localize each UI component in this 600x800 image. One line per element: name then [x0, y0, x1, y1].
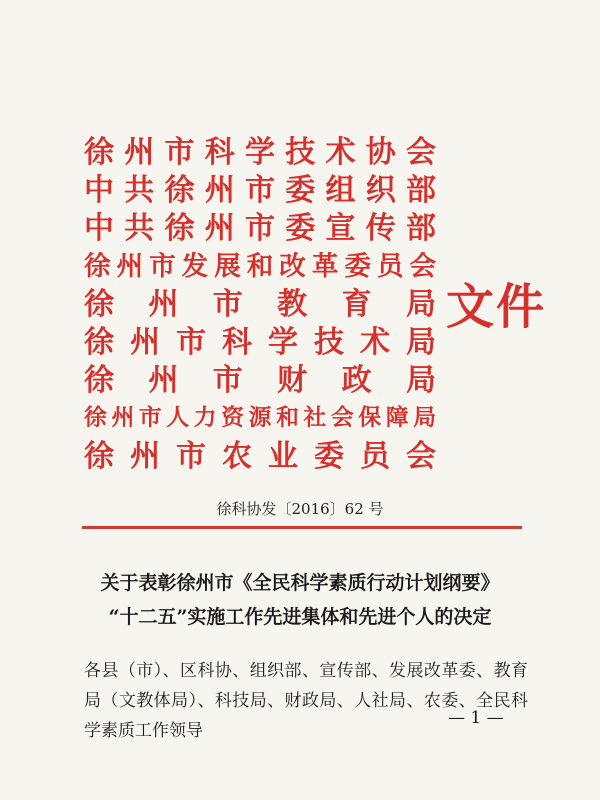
org-char: 育	[341, 287, 372, 322]
org-char: 局	[406, 325, 436, 360]
org-char: 徐	[164, 211, 195, 246]
org-char: 人	[166, 404, 190, 431]
org-line	[84, 434, 436, 472]
title-line-1: 关于表彰徐州市《全民科学素质行动计划纲要》	[100, 572, 500, 594]
org-line	[84, 396, 436, 434]
org-line	[84, 244, 436, 282]
org-char: 州	[148, 363, 179, 398]
org-char: 徐	[84, 135, 114, 170]
title-line-2: “十二五”实施工作先进集体和先进个人的决定	[108, 606, 492, 628]
org-char: 财	[277, 363, 308, 398]
org-line	[84, 130, 436, 168]
org-char: 徐	[84, 325, 114, 360]
org-char: 会	[409, 250, 436, 282]
org-char: 技	[285, 135, 316, 170]
org-char: 州	[148, 287, 179, 322]
org-char: 保	[358, 404, 382, 431]
org-line	[84, 282, 436, 320]
org-char: 障	[385, 404, 409, 431]
org-char: 科	[204, 135, 235, 170]
org-char: 技	[314, 325, 344, 360]
org-char: 州	[204, 211, 235, 246]
org-char: 市	[176, 325, 206, 360]
org-char: 共	[124, 211, 155, 246]
org-char: 市	[149, 250, 176, 282]
org-char: 会	[330, 404, 354, 431]
org-char: 局	[405, 363, 436, 398]
org-char: 和	[246, 250, 274, 282]
body-paragraph: 各县（市）、区科协、组织部、宣传部、发展改革委、教育局（文教体局）、科技局、财政局、人社局、农委、全民科学素质工作领导	[84, 661, 528, 741]
org-char: 委	[344, 250, 371, 282]
org-char: 展	[214, 250, 241, 282]
org-line	[84, 320, 436, 358]
org-char: 部	[406, 173, 436, 208]
org-char: 传	[365, 211, 396, 246]
org-char: 市	[138, 404, 162, 431]
doc-type-label: 文件	[446, 279, 547, 335]
org-char: 徐	[84, 363, 114, 398]
org-char: 委	[285, 211, 316, 246]
issuing-organizations	[84, 130, 436, 472]
org-char: 徐	[84, 404, 107, 431]
org-char: 中	[84, 173, 114, 208]
org-char: 徐	[84, 439, 114, 474]
org-char: 政	[341, 363, 372, 398]
document-number: 徐科协发〔2016〕62 号	[216, 500, 384, 518]
org-char: 员	[360, 439, 390, 474]
org-char: 中	[84, 211, 114, 246]
org-char: 市	[212, 287, 243, 322]
org-char: 徐	[84, 250, 111, 282]
org-char: 市	[212, 363, 243, 398]
org-char: 州	[124, 135, 155, 170]
org-char: 市	[176, 439, 206, 474]
org-char: 市	[245, 173, 275, 208]
org-char: 州	[204, 173, 235, 208]
org-char: 市	[164, 135, 195, 170]
org-char: 发	[181, 250, 209, 282]
org-line	[84, 206, 436, 244]
org-line	[84, 358, 436, 396]
org-char: 源	[248, 404, 272, 431]
org-char: 学	[245, 135, 275, 170]
red-divider	[82, 526, 522, 529]
page-number: — 1 —	[448, 708, 504, 728]
org-char: 委	[314, 439, 344, 474]
org-char: 社	[303, 404, 327, 431]
org-char: 学	[268, 325, 298, 360]
org-char: 宣	[325, 211, 356, 246]
org-char: 徐	[84, 287, 114, 322]
org-char: 委	[285, 173, 316, 208]
org-char: 农	[222, 439, 252, 474]
org-char: 织	[365, 173, 396, 208]
org-char: 力	[193, 404, 217, 431]
org-char: 资	[221, 404, 244, 431]
org-char: 局	[405, 287, 436, 322]
org-char: 会	[406, 439, 436, 474]
org-char: 术	[360, 325, 390, 360]
org-char: 业	[268, 439, 298, 474]
org-char: 州	[111, 404, 135, 431]
org-char: 共	[124, 173, 155, 208]
org-char: 州	[130, 439, 160, 474]
org-char: 教	[277, 287, 308, 322]
org-char: 协	[365, 135, 396, 170]
org-char: 局	[413, 404, 436, 431]
org-char: 改	[279, 250, 306, 282]
org-char: 革	[311, 250, 339, 282]
org-char: 和	[276, 404, 299, 431]
org-char: 徐	[164, 173, 195, 208]
document-title	[60, 566, 540, 634]
org-char: 州	[116, 250, 144, 282]
org-char: 术	[325, 135, 356, 170]
org-char: 市	[245, 211, 275, 246]
org-char: 员	[376, 250, 404, 282]
org-char: 组	[325, 173, 356, 208]
org-char: 州	[130, 325, 160, 360]
org-char: 会	[406, 135, 436, 170]
org-line	[84, 168, 436, 206]
org-char: 部	[406, 211, 436, 246]
org-char: 科	[222, 325, 252, 360]
